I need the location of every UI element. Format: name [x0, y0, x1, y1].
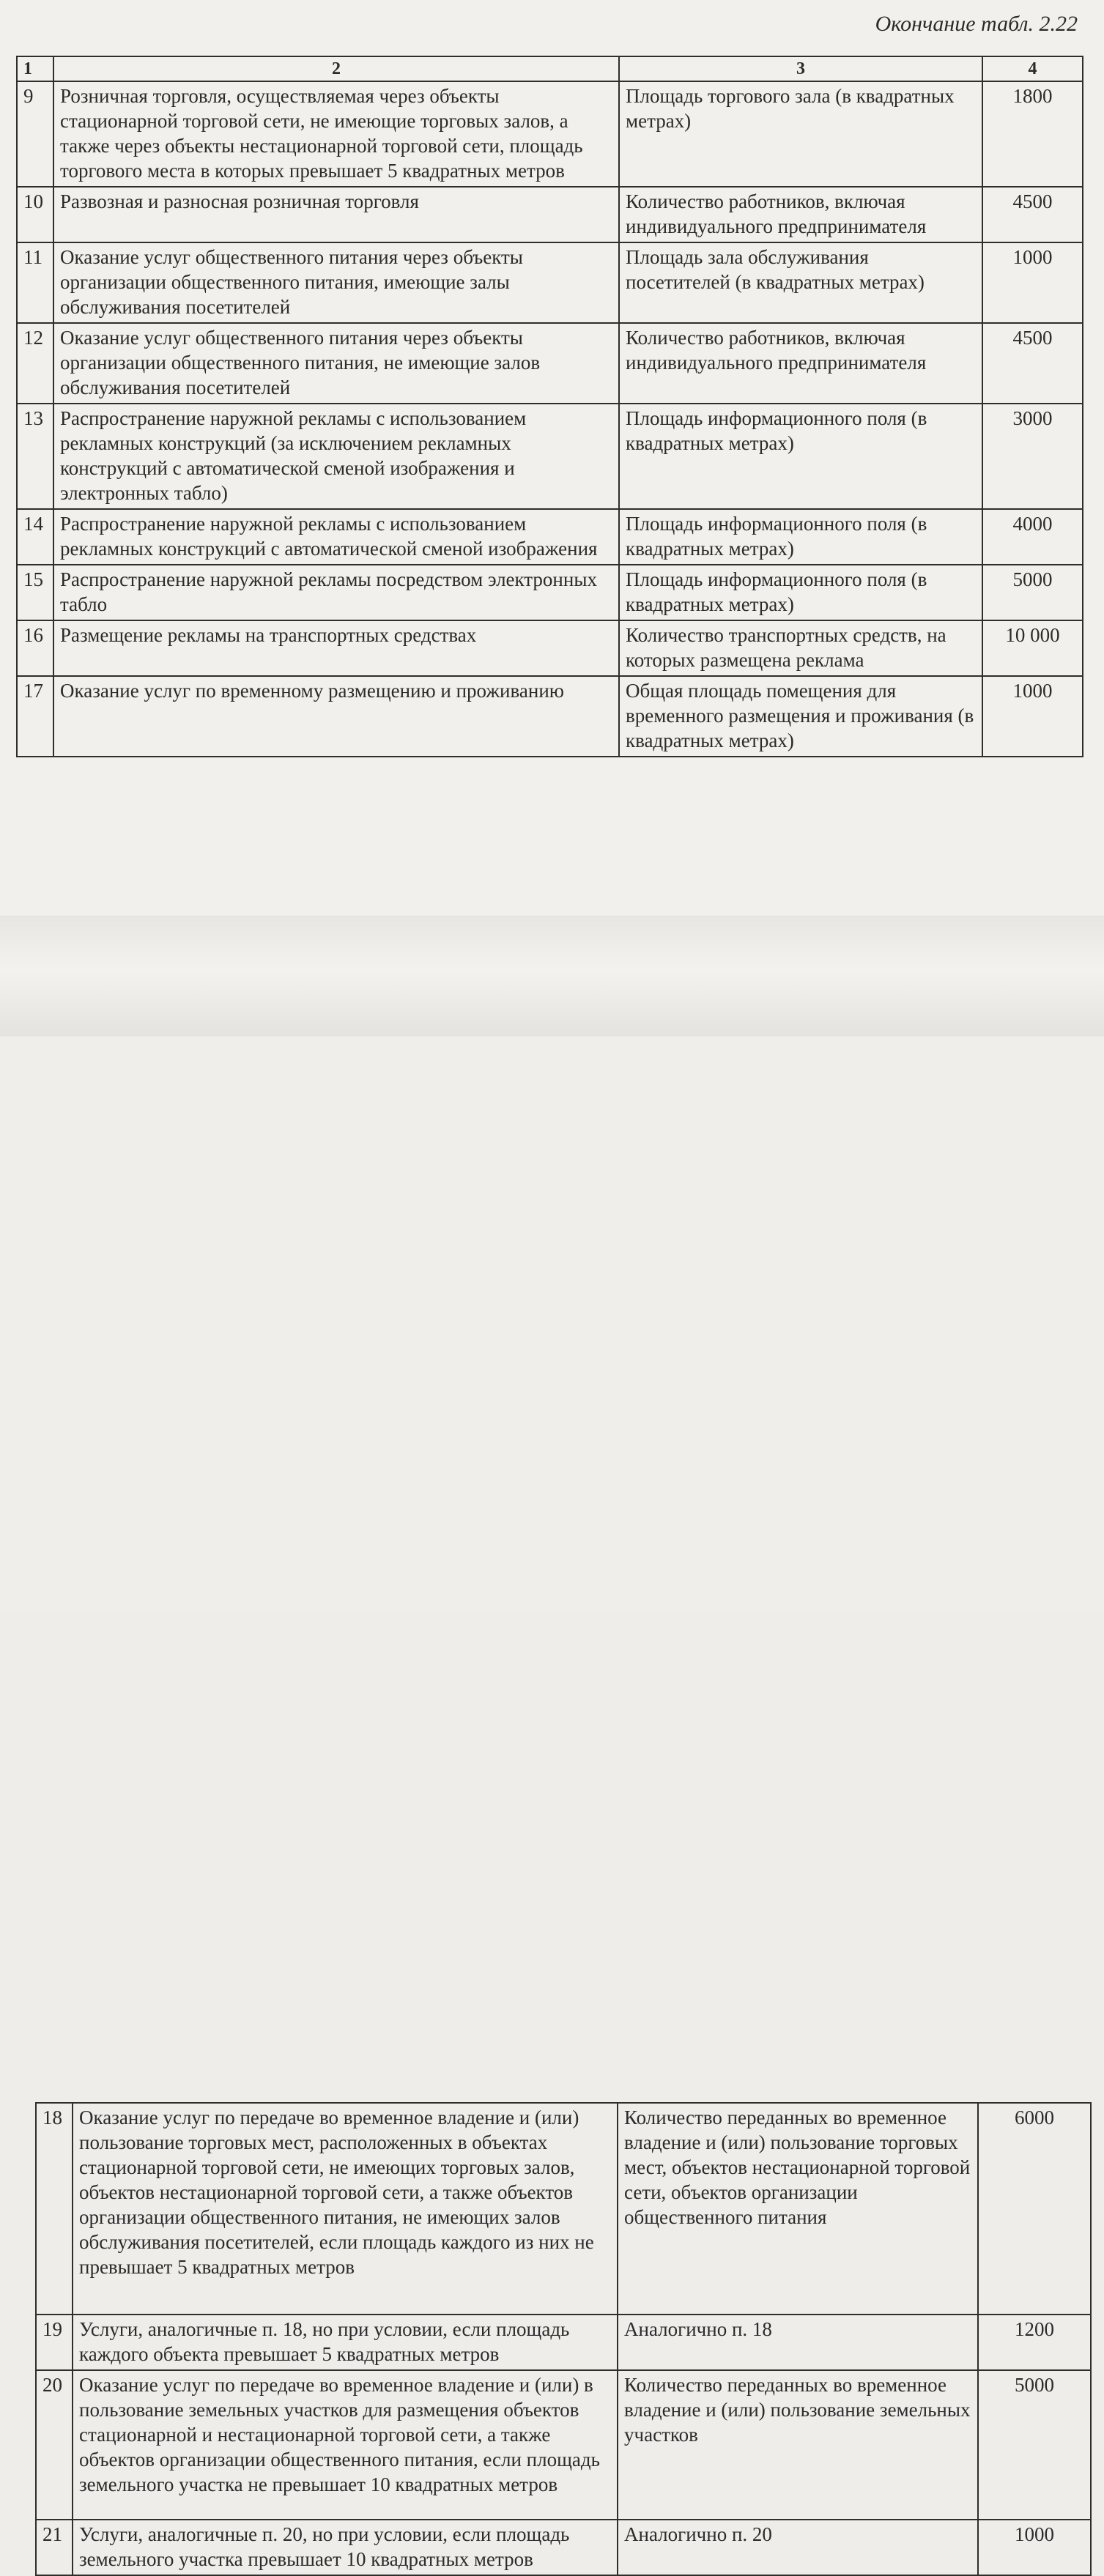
header-col-3: 3 [619, 56, 982, 81]
activity-cell: Распространение наружной рекламы посредством электронных табло [53, 565, 619, 620]
table-row [36, 2520, 1091, 2575]
value-cell: 1000 [978, 2520, 1091, 2575]
table-row [17, 187, 1083, 242]
header-col-4: 4 [982, 56, 1083, 81]
header-col-1: 1 [17, 56, 53, 81]
value-cell: 1000 [982, 242, 1083, 323]
activity-cell: Услуги, аналогичные п. 20, но при условии, если площадь земельного участка превышает 10 квадратных метров [73, 2520, 618, 2575]
indicator-cell: Аналогично п. 18 [618, 2315, 978, 2370]
table-caption: Окончание табл. 2.22 [875, 12, 1078, 36]
value-cell: 4000 [982, 509, 1083, 565]
indicator-cell: Площадь информационного поля (в квадратных метрах) [619, 509, 982, 565]
table-row [17, 565, 1083, 620]
table-row [17, 676, 1083, 757]
row-number: 9 [17, 81, 53, 187]
table-row [17, 242, 1083, 323]
header-col-2: 2 [53, 56, 619, 81]
value-cell: 10 000 [982, 620, 1083, 676]
row-number: 13 [17, 404, 53, 509]
indicator-cell: Количество переданных во временное владение и (или) пользование земельных участков [618, 2370, 978, 2520]
row-number: 18 [36, 2103, 73, 2315]
activity-cell: Распространение наружной рекламы с использованием рекламных конструкций (за исключением рекламных конструкций с автоматической сменой изображения и электронных табло) [53, 404, 619, 509]
table-lower [35, 2102, 1092, 2576]
table-row [17, 509, 1083, 565]
value-cell: 4500 [982, 187, 1083, 242]
indicator-cell: Количество работников, включая индивидуального предпринимателя [619, 187, 982, 242]
row-number: 16 [17, 620, 53, 676]
activity-cell: Распространение наружной рекламы с использованием рекламных конструкций с автоматической сменой изображения [53, 509, 619, 565]
activity-cell: Развозная и разносная розничная торговля [53, 187, 619, 242]
indicator-cell: Площадь зала обслуживания посетителей (в квадратных метрах) [619, 242, 982, 323]
table-row [17, 81, 1083, 187]
value-cell: 6000 [978, 2103, 1091, 2315]
table-row [36, 2370, 1091, 2520]
row-number: 19 [36, 2315, 73, 2370]
indicator-cell: Количество работников, включая индивидуального предпринимателя [619, 323, 982, 404]
value-cell: 1800 [982, 81, 1083, 187]
activity-cell: Оказание услуг общественного питания через объекты организации общественного питания, не имеющие залов обслуживания посетителей [53, 323, 619, 404]
activity-cell: Розничная торговля, осуществляемая через объекты стационарной торговой сети, не имеющие торговых залов, а также через объекты нестационарной торговой сети, площадь торгового места в которых превышает 5 квадратных метров [53, 81, 619, 187]
upper-page [0, 0, 1104, 916]
row-number: 21 [36, 2520, 73, 2575]
indicator-cell: Аналогично п. 20 [618, 2520, 978, 2575]
indicator-cell: Площадь информационного поля (в квадратных метрах) [619, 404, 982, 509]
table-upper-body [17, 81, 1083, 757]
row-number: 17 [17, 676, 53, 757]
activity-cell: Оказание услуг по передаче во временное владение и (или) в пользование земельных участков для размещения объектов стационарной и нестационарной торговой сети, а также объектов организации общественного питания, если площадь земельного участка не превышает 10 квадратных метров [73, 2370, 618, 2520]
value-cell: 4500 [982, 323, 1083, 404]
table-row [36, 2103, 1091, 2315]
row-number: 11 [17, 242, 53, 323]
value-cell: 5000 [978, 2370, 1091, 2520]
indicator-cell: Количество транспортных средств, на которых размещена реклама [619, 620, 982, 676]
row-number: 20 [36, 2370, 73, 2520]
table-row [17, 323, 1083, 404]
value-cell: 5000 [982, 565, 1083, 620]
row-number: 14 [17, 509, 53, 565]
row-number: 10 [17, 187, 53, 242]
table-row [17, 404, 1083, 509]
table-upper [16, 56, 1083, 757]
indicator-cell: Общая площадь помещения для временного размещения и проживания (в квадратных метрах) [619, 676, 982, 757]
lower-page [0, 1036, 1104, 2570]
value-cell: 1000 [982, 676, 1083, 757]
value-cell: 3000 [982, 404, 1083, 509]
indicator-cell: Количество переданных во временное владение и (или) пользование торговых мест, объектов нестационарной торговой сети, объектов организации общественного питания [618, 2103, 978, 2315]
activity-cell: Услуги, аналогичные п. 18, но при условии, если площадь каждого объекта превышает 5 квадратных метров [73, 2315, 618, 2370]
row-number: 15 [17, 565, 53, 620]
indicator-cell: Площадь торгового зала (в квадратных метрах) [619, 81, 982, 187]
table-header-row [17, 56, 1083, 81]
value-cell: 1200 [978, 2315, 1091, 2370]
indicator-cell: Площадь информационного поля (в квадратных метрах) [619, 565, 982, 620]
row-number: 12 [17, 323, 53, 404]
table-row [36, 2315, 1091, 2370]
activity-cell: Оказание услуг общественного питания через объекты организации общественного питания, имеющие залы обслуживания посетителей [53, 242, 619, 323]
table-row [17, 620, 1083, 676]
activity-cell: Размещение рекламы на транспортных средствах [53, 620, 619, 676]
page-break [0, 916, 1104, 1036]
activity-cell: Оказание услуг по временному размещению и проживанию [53, 676, 619, 757]
table-lower-body [36, 2103, 1091, 2575]
activity-cell: Оказание услуг по передаче во временное владение и (или) пользование торговых мест, расположенных в объектах стационарной торговой сети, не имеющих торговых залов, объектов нестационарной торговой сети, а также объектов организации общественного питания, не имеющих залов обслуживания посетителей, если площадь каждого из них не превышает 5 квадратных метров [73, 2103, 618, 2315]
